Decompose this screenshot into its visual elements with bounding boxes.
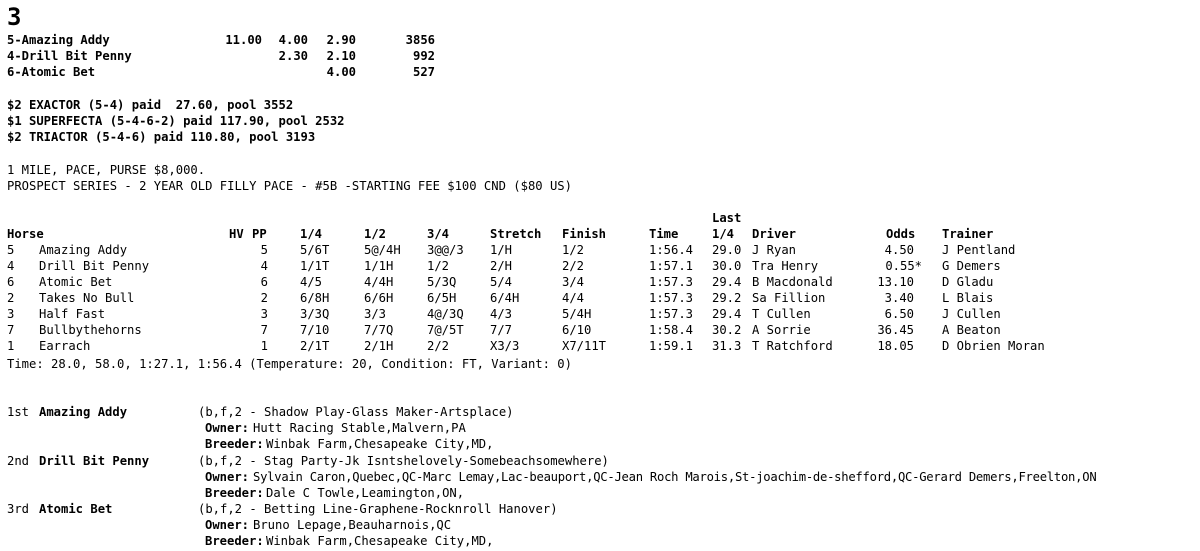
row-trainer: A Beaton: [942, 323, 1001, 337]
row-finish: 1/2: [562, 243, 585, 257]
header-pp: PP: [252, 227, 267, 241]
row-quarter: 2/1T: [300, 339, 330, 353]
row-quarter: 1/1T: [300, 259, 330, 273]
row-time: 1:57.3: [649, 275, 694, 289]
row-trainer: D Obrien Moran: [942, 339, 1045, 353]
row-half: 3/3: [364, 307, 387, 321]
row-time: 1:59.1: [649, 339, 694, 353]
row-half: 4/4H: [364, 275, 394, 289]
row-three-quarter: 3@@/3: [427, 243, 464, 257]
row-half: 1/1H: [364, 259, 394, 273]
header-stretch: Stretch: [490, 227, 542, 241]
header-horse: Horse: [7, 227, 44, 241]
owner-label: Owner:: [205, 470, 250, 484]
row-finish: 6/10: [562, 323, 592, 337]
payout-row: [0, 32, 1200, 48]
row-driver: A Sorrie: [752, 323, 811, 337]
row-number: 3: [7, 307, 15, 321]
row-three-quarter: 6/5H: [427, 291, 457, 305]
row-horse: Earrach: [39, 339, 91, 353]
row-driver: Tra Henry: [752, 259, 819, 273]
row-horse: Takes No Bull: [39, 291, 135, 305]
row-half: 5@/4H: [364, 243, 401, 257]
row-stretch: 5/4: [490, 275, 513, 289]
row-quarter: 6/8H: [300, 291, 330, 305]
row-finish: 5/4H: [562, 307, 592, 321]
row-time: 1:57.1: [649, 259, 694, 273]
row-last-quarter: 29.4: [712, 307, 742, 321]
table-row: [0, 258, 1200, 274]
owner-label: Owner:: [205, 421, 250, 435]
row-post-position: 6: [260, 275, 268, 289]
row-time: 1:57.3: [649, 307, 694, 321]
row-time: 1:57.3: [649, 291, 694, 305]
row-trainer: J Cullen: [942, 307, 1001, 321]
finisher-place: 3rd: [7, 502, 30, 516]
payout-row: [0, 64, 1200, 80]
time-line: Time: 28.0, 58.0, 1:27.1, 1:56.4 (Temperature: 20, Condition: FT, Variant: 0): [7, 357, 572, 371]
payout-win: 11.00: [225, 33, 262, 47]
header-half: 1/2: [364, 227, 387, 241]
row-quarter: 5/6T: [300, 243, 330, 257]
race-number: 3: [7, 3, 22, 31]
row-horse: Amazing Addy: [39, 243, 128, 257]
breeder-label: Breeder:: [205, 534, 264, 548]
row-stretch: 2/H: [490, 259, 513, 273]
finisher-horse: Drill Bit Penny: [39, 454, 150, 468]
row-quarter: 7/10: [300, 323, 330, 337]
row-odds: 6.50: [884, 307, 914, 321]
table-row: [0, 306, 1200, 322]
finisher-pedigree: (b,f,2 - Betting Line-Graphene-Rocknroll Hanover): [198, 502, 558, 516]
row-number: 5: [7, 243, 15, 257]
finisher-breeder: Winbak Farm,Chesapeake City,MD,: [266, 437, 494, 451]
exactor-payout: $2 EXACTOR (5-4) paid 27.60, pool 3552: [7, 98, 294, 112]
row-finish: 4/4: [562, 291, 585, 305]
row-trainer: L Blais: [942, 291, 994, 305]
payout-pool: 3856: [405, 33, 435, 47]
row-post-position: 4: [260, 259, 268, 273]
header-odds: Odds: [886, 227, 916, 241]
row-last-quarter: 29.2: [712, 291, 742, 305]
row-stretch: 7/7: [490, 323, 513, 337]
race-conditions: 1 MILE, PACE, PURSE $8,000.: [7, 163, 206, 177]
payout-horse: 6-Atomic Bet: [7, 65, 96, 79]
finisher-owner: Hutt Racing Stable,Malvern,PA: [253, 421, 466, 435]
header-driver: Driver: [752, 227, 797, 241]
row-last-quarter: 30.2: [712, 323, 742, 337]
row-horse: Bullbythehorns: [39, 323, 142, 337]
header-last: Last: [712, 211, 742, 225]
row-last-quarter: 29.4: [712, 275, 742, 289]
row-stretch: 6/4H: [490, 291, 520, 305]
row-horse: Drill Bit Penny: [39, 259, 150, 273]
row-odds: 0.55*: [885, 259, 922, 273]
finisher-place: 1st: [7, 405, 30, 419]
header-trainer: Trainer: [942, 227, 994, 241]
table-row: [0, 290, 1200, 306]
row-post-position: 5: [260, 243, 268, 257]
row-number: 2: [7, 291, 15, 305]
row-quarter: 3/3Q: [300, 307, 330, 321]
payout-show: 2.10: [326, 49, 356, 63]
header-finish: Finish: [562, 227, 607, 241]
payout-place: 4.00: [278, 33, 308, 47]
row-half: 6/6H: [364, 291, 394, 305]
row-last-quarter: 30.0: [712, 259, 742, 273]
row-trainer: G Demers: [942, 259, 1001, 273]
header-hv: HV: [229, 227, 244, 241]
row-driver: T Ratchford: [752, 339, 833, 353]
row-three-quarter: 1/2: [427, 259, 450, 273]
race-series: PROSPECT SERIES - 2 YEAR OLD FILLY PACE - #5B -STARTING FEE $100 CND ($80 US): [7, 179, 572, 193]
row-post-position: 7: [260, 323, 268, 337]
finisher-owner: Bruno Lepage,Beauharnois,QC: [253, 518, 452, 532]
row-trainer: J Pentland: [942, 243, 1016, 257]
table-row: [0, 322, 1200, 338]
row-number: 7: [7, 323, 15, 337]
row-stretch: 4/3: [490, 307, 513, 321]
finisher-horse: Atomic Bet: [39, 502, 113, 516]
row-half: 2/1H: [364, 339, 394, 353]
row-horse: Half Fast: [39, 307, 106, 321]
row-stretch: 1/H: [490, 243, 513, 257]
row-post-position: 3: [260, 307, 268, 321]
finisher-horse: Amazing Addy: [39, 405, 128, 419]
row-half: 7/7Q: [364, 323, 394, 337]
row-number: 1: [7, 339, 15, 353]
payout-horse: 5-Amazing Addy: [7, 33, 110, 47]
row-quarter: 4/5: [300, 275, 323, 289]
finisher-breeder: Winbak Farm,Chesapeake City,MD,: [266, 534, 494, 548]
row-three-quarter: 7@/5T: [427, 323, 464, 337]
finisher-pedigree: (b,f,2 - Stag Party-Jk Isntshelovely-Somebeachsomewhere): [198, 454, 609, 468]
row-last-quarter: 29.0: [712, 243, 742, 257]
row-time: 1:58.4: [649, 323, 694, 337]
row-number: 4: [7, 259, 15, 273]
payout-pool: 992: [412, 49, 435, 63]
row-post-position: 1: [260, 339, 268, 353]
row-horse: Atomic Bet: [39, 275, 113, 289]
triactor-payout: $2 TRIACTOR (5-4-6) paid 110.80, pool 3193: [7, 130, 316, 144]
payout-row: [0, 48, 1200, 64]
row-post-position: 2: [260, 291, 268, 305]
row-number: 6: [7, 275, 15, 289]
payout-pool: 527: [412, 65, 435, 79]
header-time: Time: [649, 227, 679, 241]
row-finish: 2/2: [562, 259, 585, 273]
row-odds: 13.10: [877, 275, 914, 289]
row-driver: Sa Fillion: [752, 291, 826, 305]
row-odds: 3.40: [884, 291, 914, 305]
row-odds: 36.45: [877, 323, 914, 337]
row-three-quarter: 2/2: [427, 339, 450, 353]
payout-show: 4.00: [326, 65, 356, 79]
owner-label: Owner:: [205, 518, 250, 532]
row-odds: 4.50: [884, 243, 914, 257]
breeder-label: Breeder:: [205, 486, 264, 500]
row-last-quarter: 31.3: [712, 339, 742, 353]
row-three-quarter: 5/3Q: [427, 275, 457, 289]
payout-place: 2.30: [278, 49, 308, 63]
row-driver: J Ryan: [752, 243, 797, 257]
finisher-breeder: Dale C Towle,Leamington,ON,: [266, 486, 465, 500]
header-three-quarter: 3/4: [427, 227, 450, 241]
payout-horse: 4-Drill Bit Penny: [7, 49, 132, 63]
row-finish: 3/4: [562, 275, 585, 289]
row-finish: X7/11T: [562, 339, 607, 353]
payout-show: 2.90: [326, 33, 356, 47]
table-row: [0, 242, 1200, 258]
results-header: [0, 226, 1200, 242]
finisher-place: 2nd: [7, 454, 30, 468]
breeder-label: Breeder:: [205, 437, 264, 451]
table-row: [0, 274, 1200, 290]
row-three-quarter: 4@/3Q: [427, 307, 464, 321]
row-time: 1:56.4: [649, 243, 694, 257]
finisher-owner: Sylvain Caron,Quebec,QC-Marc Lemay,Lac-beauport,QC-Jean Roch Marois,St-joachim-de-shefford,QC-Gerard Demers,Freelton,ON: [253, 470, 1097, 484]
row-driver: T Cullen: [752, 307, 811, 321]
table-row: [0, 338, 1200, 354]
header-quarter: 1/4: [300, 227, 323, 241]
header-last-quarter: 1/4: [712, 227, 735, 241]
row-trainer: D Gladu: [942, 275, 994, 289]
row-stretch: X3/3: [490, 339, 520, 353]
row-odds: 18.05: [877, 339, 914, 353]
superfecta-payout: $1 SUPERFECTA (5-4-6-2) paid 117.90, pool 2532: [7, 114, 345, 128]
row-driver: B Macdonald: [752, 275, 833, 289]
finisher-pedigree: (b,f,2 - Shadow Play-Glass Maker-Artsplace): [198, 405, 514, 419]
